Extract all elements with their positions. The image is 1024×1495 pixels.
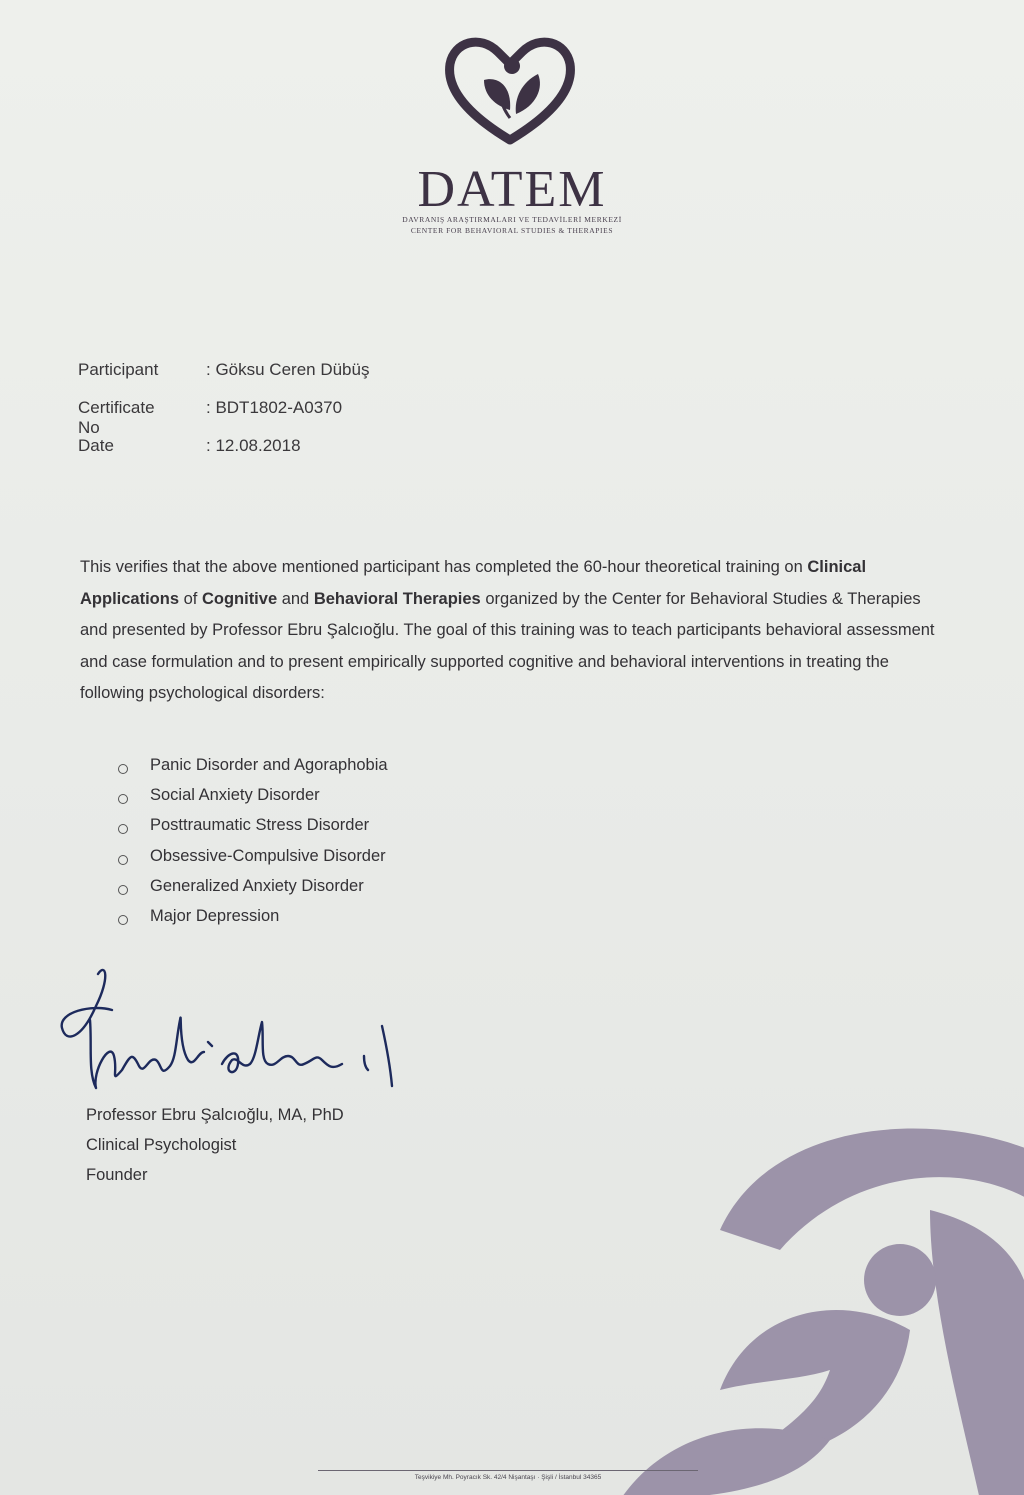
footer-divider bbox=[318, 1470, 698, 1471]
paragraph-bold: Behavioral Therapies bbox=[313, 589, 481, 608]
signer-role: Founder bbox=[86, 1166, 148, 1184]
signer-title: Clinical Psychologist bbox=[86, 1136, 237, 1154]
brand-subtitle-tr: DAVRANIŞ ARAŞTIRMALARI VE TEDAVİLERİ MERKEZİ bbox=[402, 215, 622, 224]
list-item-label: Posttraumatic Stress Disorder bbox=[150, 816, 370, 835]
participant-value: : Göksu Ceren Dübüş bbox=[206, 360, 370, 379]
list-item-label: Generalized Anxiety Disorder bbox=[150, 876, 364, 895]
paragraph-bold: Clinical Applications bbox=[80, 558, 867, 608]
list-item-label: Social Anxiety Disorder bbox=[150, 786, 320, 805]
list-item bbox=[118, 907, 388, 937]
footer-line: Teşvikiye Mh. Poyracık Sk. 42/4 Nişantaşı · Şişli / İstanbul 34365 bbox=[414, 1474, 602, 1481]
participant-label: Participant bbox=[78, 360, 159, 379]
date-value: : 12.08.2018 bbox=[206, 436, 301, 455]
bullet-icon bbox=[118, 764, 128, 774]
brand-subtitle-en: CENTER FOR BEHAVIORAL STUDIES & THERAPIES bbox=[410, 226, 614, 235]
certificate-label: Certificate No bbox=[78, 398, 155, 437]
watermark-leaf-icon bbox=[600, 1080, 1024, 1495]
certificate-value: : BDT1802-A0370 bbox=[206, 398, 343, 417]
footer-address bbox=[318, 1472, 698, 1483]
list-item bbox=[118, 816, 388, 846]
list-item bbox=[118, 847, 388, 877]
list-item bbox=[118, 786, 388, 816]
verification-paragraph bbox=[80, 552, 950, 710]
paragraph-text: and bbox=[277, 589, 314, 608]
signer-name: Professor Ebru Şalcıoğlu, MA, PhD bbox=[86, 1106, 344, 1124]
list-item-label: Obsessive-Compulsive Disorder bbox=[150, 846, 386, 865]
bullet-icon bbox=[118, 915, 128, 925]
list-item-label: Major Depression bbox=[150, 906, 280, 925]
bullet-icon bbox=[118, 824, 128, 834]
disorders-list bbox=[118, 756, 388, 937]
signature-icon bbox=[52, 960, 432, 1100]
list-item bbox=[118, 877, 388, 907]
bullet-icon bbox=[118, 885, 128, 895]
bullet-icon bbox=[118, 855, 128, 865]
paragraph-bold: Cognitive bbox=[201, 589, 278, 608]
signer-block bbox=[86, 1106, 344, 1196]
list-item-label: Panic Disorder and Agoraphobia bbox=[150, 756, 388, 774]
datem-logo-icon bbox=[440, 28, 580, 148]
date-label: Date bbox=[78, 436, 114, 455]
paragraph-text: organized by the Center for Behavioral Studies & Therapies and presented by Professor Ebru Şalcıoğlu. The goal of this training was to teach participants behavioral assessment and case formulation and to present empirically supported cognitive and behavioral interventions in treating the following psychological disorders: bbox=[80, 589, 935, 702]
list-item bbox=[118, 756, 388, 786]
brand-name: DATEM bbox=[417, 161, 607, 218]
paragraph-text: of bbox=[179, 589, 202, 608]
bullet-icon bbox=[118, 794, 128, 804]
paragraph-text: This verifies that the above mentioned participant has completed the 60-hour theoretical training on bbox=[80, 558, 808, 576]
